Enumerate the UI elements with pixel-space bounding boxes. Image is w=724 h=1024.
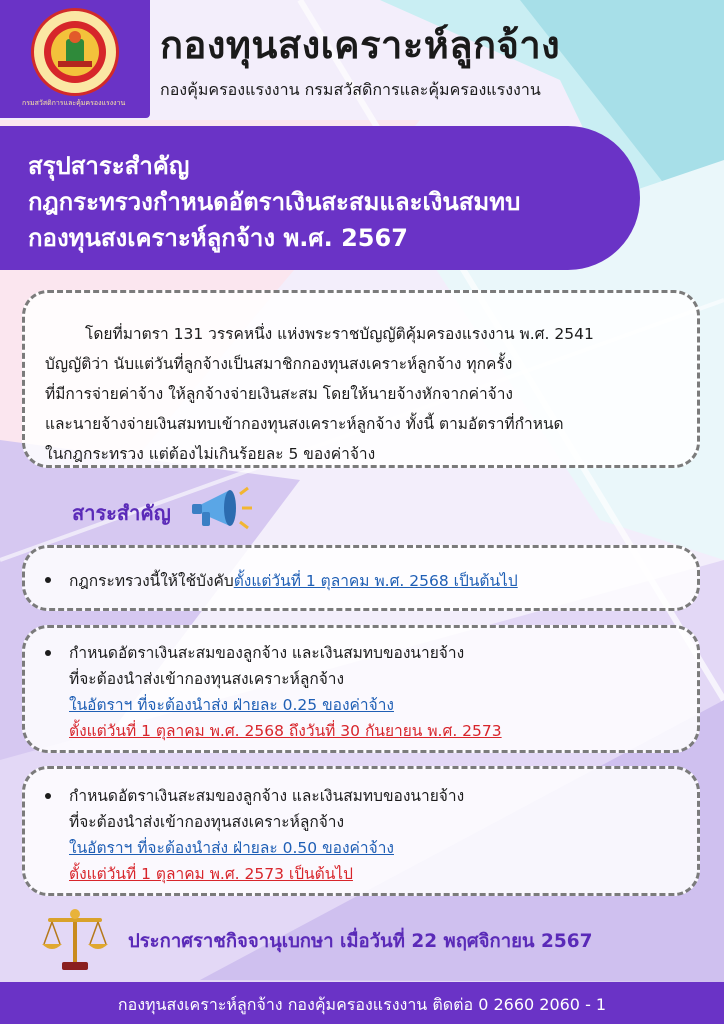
intro-line-4: และนายจ้างจ่ายเงินสมทบเข้ากองทุนสงเคราะห์ลูกจ้าง ทั้งนี้ ตามอัตราที่กำหนด	[45, 415, 564, 433]
key-point-3-period: ตั้งแต่วันที่ 1 ตุลาคม พ.ศ. 2573 เป็นต้นไป	[69, 865, 353, 883]
summary-banner	[0, 126, 640, 270]
banner-line-3: กองทุนสงเคราะห์ลูกจ้าง พ.ศ. 2567	[28, 224, 408, 252]
intro-paragraph	[45, 319, 685, 469]
department-logo	[31, 8, 119, 96]
banner-line-2: กฎกระทรวงกำหนดอัตราเงินสะสมและเงินสมทบ	[28, 188, 521, 216]
key-point-1-date: ตั้งแต่วันที่ 1 ตุลาคม พ.ศ. 2568 เป็นต้นไป	[233, 572, 518, 590]
key-point-3-line-1: กำหนดอัตราเงินสะสมของลูกจ้าง และเงินสมทบของนายจ้าง	[69, 787, 465, 805]
key-point-3-line-2: ที่จะต้องนำส่งเข้ากองทุนสงเคราะห์ลูกจ้าง	[69, 813, 345, 831]
key-point-2-period: ตั้งแต่วันที่ 1 ตุลาคม พ.ศ. 2568 ถึงวันที่ 30 กันยายน พ.ศ. 2573	[69, 722, 502, 740]
logo-text: กรมสวัสดิการและคุ้มครองแรงงาน	[22, 99, 126, 107]
key-point-1-plain: กฎกระทรวงนี้ให้ใช้บังคับ	[69, 572, 234, 590]
megaphone-icon	[190, 480, 254, 540]
logo-panel	[0, 0, 150, 118]
intro-line-5: ในกฎกระทรวง แต่ต้องไม่เกินร้อยละ 5 ของค่าจ้าง	[45, 445, 376, 463]
key-point-1-text	[69, 568, 518, 593]
key-point-3-rate: ในอัตราฯ ที่จะต้องนำส่ง ฝ่ายละ 0.50 ของค่าจ้าง	[69, 839, 394, 857]
key-point-3	[22, 766, 700, 896]
key-point-2	[22, 625, 700, 753]
page-title: กองทุนสงเคราะห์ลูกจ้าง	[160, 23, 561, 67]
footer-contact: กองทุนสงเคราะห์ลูกจ้าง กองคุ้มครองแรงงาน ติดต่อ 0 2660 2060 - 1	[117, 995, 607, 1014]
intro-line-2: บัญญัติว่า นับแต่วันที่ลูกจ้างเป็นสมาชิกกองทุนสงเคราะห์ลูกจ้าง ทุกครั้ง	[45, 355, 513, 373]
bullet-icon	[45, 650, 51, 656]
bullet-icon	[45, 577, 51, 583]
section-heading: สาระสำคัญ	[72, 501, 171, 525]
footer	[0, 982, 724, 1024]
page-subtitle: กองคุ้มครองแรงงาน กรมสวัสดิการและคุ้มครองแรงงาน	[160, 80, 541, 99]
key-point-2-line-2: ที่จะต้องนำส่งเข้ากองทุนสงเคราะห์ลูกจ้าง	[69, 670, 345, 688]
key-point-2-line-1: กำหนดอัตราเงินสะสมของลูกจ้าง และเงินสมทบของนายจ้าง	[69, 644, 465, 662]
intro-line-1: โดยที่มาตรา 131 วรรคหนึ่ง แห่งพระราชบัญญัติคุ้มครองแรงงาน พ.ศ. 2541	[85, 325, 594, 343]
key-point-1	[22, 545, 700, 611]
bullet-icon	[45, 793, 51, 799]
intro-box	[22, 290, 700, 468]
header	[0, 0, 724, 120]
key-point-2-rate: ในอัตราฯ ที่จะต้องนำส่ง ฝ่ายละ 0.25 ของค่าจ้าง	[69, 696, 394, 714]
logo-emblem-icon	[44, 21, 106, 83]
gazette-notice: ประกาศราชกิจจานุเบกษา เมื่อวันที่ 22 พฤศจิกายน 2567	[128, 931, 593, 952]
scales-icon	[40, 906, 110, 976]
banner-line-1: สรุปสาระสำคัญ	[28, 152, 190, 180]
intro-line-3: ที่มีการจ่ายค่าจ้าง ให้ลูกจ้างจ่ายเงินสะสม โดยให้นายจ้างหักจากค่าจ้าง	[45, 385, 514, 403]
